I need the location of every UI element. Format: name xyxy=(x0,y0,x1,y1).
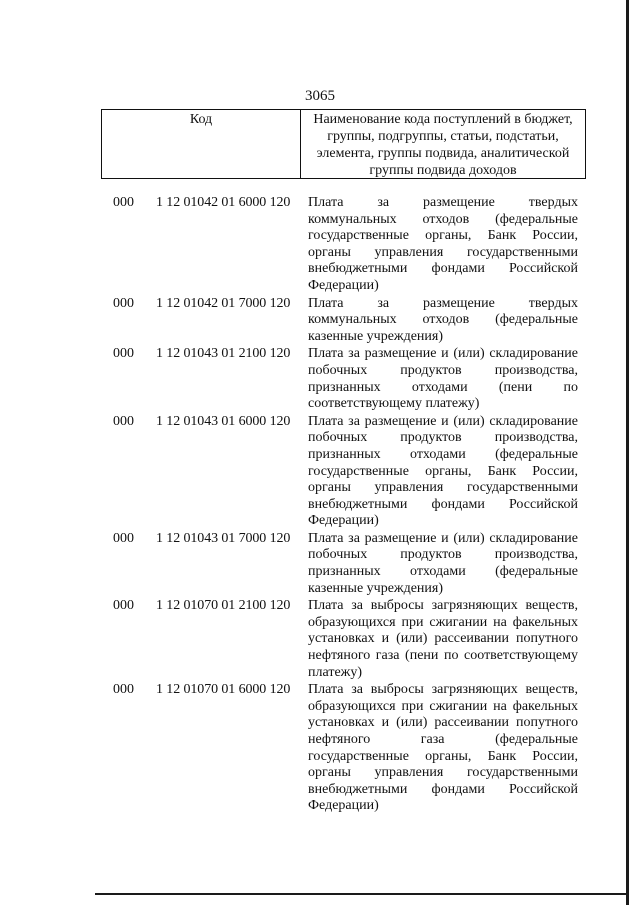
row-prefix: 000 xyxy=(113,295,134,311)
row-prefix: 000 xyxy=(113,195,134,210)
table-row xyxy=(0,296,640,346)
header-name-label: Наименование кода поступлений в бюджет, группы, подгруппы, статьи, подстатьи, элемента, группы подвида, аналитической группы подвида доходов xyxy=(313,112,573,178)
table-row xyxy=(0,531,640,597)
row-code: 1 12 01043 01 2100 120 xyxy=(156,346,291,362)
row-prefix: 000 xyxy=(113,682,134,698)
row-prefix: 000 xyxy=(113,530,134,546)
page-edge-bottom xyxy=(95,893,628,895)
row-description: Плата за размещение твердых коммунальных отходов (федеральные казенные учреждения) xyxy=(308,295,578,344)
row-code: 1 12 01043 01 6000 120 xyxy=(156,413,291,429)
table-row xyxy=(0,195,640,295)
row-code: 1 12 01042 01 6000 120 xyxy=(156,195,291,210)
row-code: 1 12 01070 01 2100 120 xyxy=(156,598,291,614)
table-row xyxy=(0,346,640,412)
row-prefix: 000 xyxy=(113,346,134,362)
row-code: 1 12 01070 01 6000 120 xyxy=(156,682,291,698)
row-code: 1 12 01042 01 7000 120 xyxy=(156,295,291,311)
table-row xyxy=(0,598,640,681)
row-description: Плата за размещение твердых коммунальных отходов (федеральные государственные органы, Банк России, органы управления государственными внебюджетными фондами Российской Федерации) xyxy=(308,195,578,293)
page-number: 3065 xyxy=(305,88,335,104)
row-prefix: 000 xyxy=(113,413,134,429)
row-code: 1 12 01043 01 7000 120 xyxy=(156,530,291,546)
row-description: Плата за размещение и (или) складирование побочных продуктов производства, признанных отходами (федеральные государственные органы, Банк России, органы управления государственными внебюджетными фондами Российской Федерации) xyxy=(308,413,578,529)
row-prefix: 000 xyxy=(113,598,134,614)
row-description: Плата за размещение и (или) складирование побочных продуктов производства, признанных отходами (пени по соответствующему платежу) xyxy=(308,346,578,412)
table-row xyxy=(0,414,640,530)
row-description: Плата за выбросы загрязняющих веществ, образующихся при сжигании на факельных установках и (или) рассеивании попутного нефтяного газа (федеральные государственные органы, Банк России, органы управления государственными внебюджетными фондами Российской Федерации) xyxy=(308,682,578,814)
table-body xyxy=(0,195,640,816)
table-header xyxy=(101,109,586,179)
row-description: Плата за размещение и (или) складирование побочных продуктов производства, признанных отходами (федеральные казенные учреждения) xyxy=(308,530,578,596)
table-row xyxy=(0,682,640,815)
header-code-label: Код xyxy=(102,110,301,178)
row-description: Плата за выбросы загрязняющих веществ, образующихся при сжигании на факельных установках и (или) рассеивании попутного нефтяного газа (пени по соответствующему платежу) xyxy=(308,598,578,680)
